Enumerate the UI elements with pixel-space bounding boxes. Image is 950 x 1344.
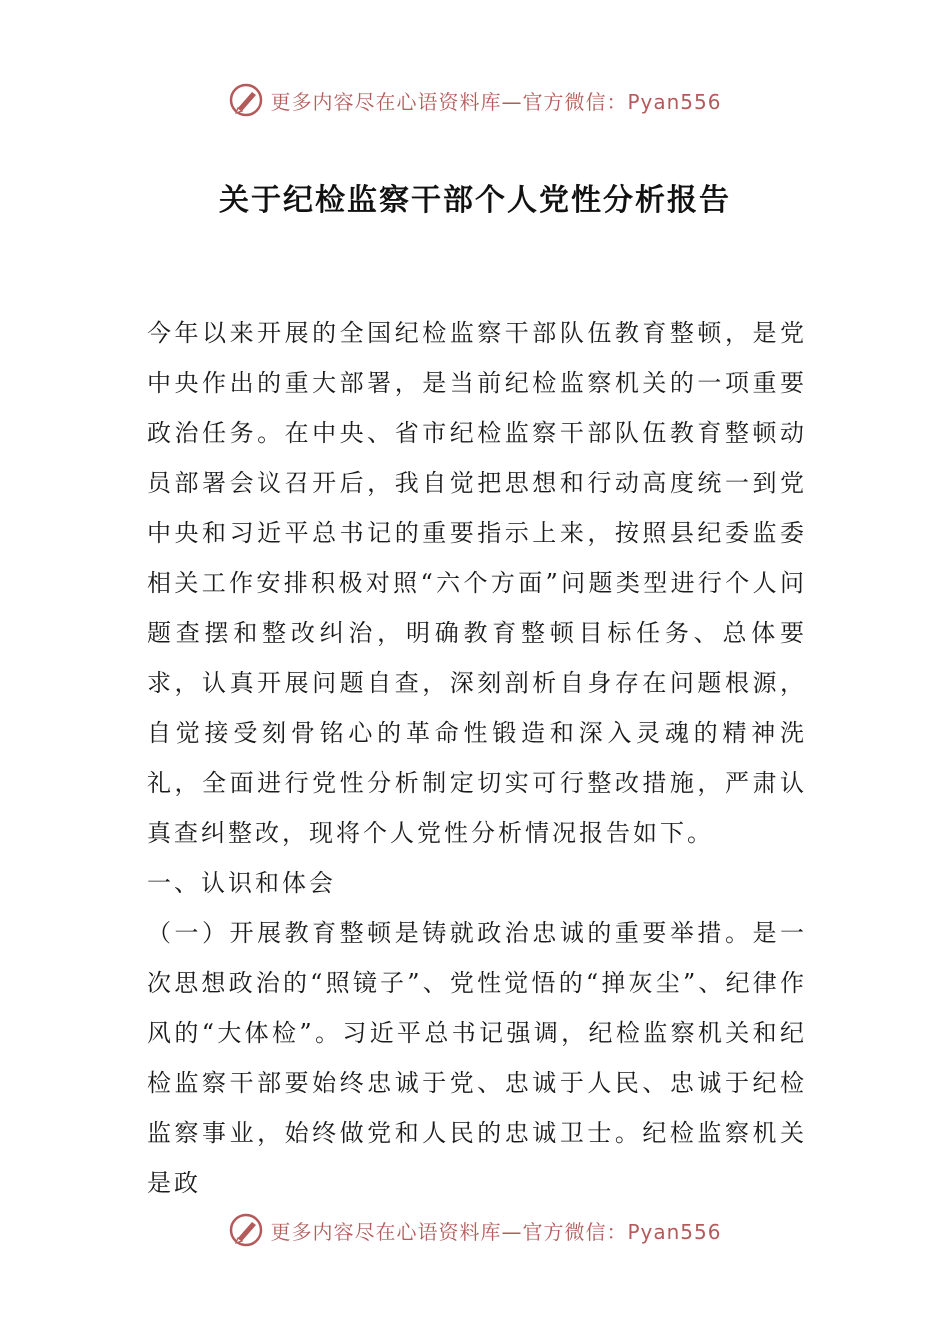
watermark-text: 更多内容尽在心语资料库—官方微信：Pyan556 bbox=[270, 1219, 722, 1244]
section-heading: 一、认识和体会 bbox=[147, 869, 336, 897]
paragraph-intro: 今年以来开展的全国纪检监察干部队伍教育整顿，是党中央作出的重大部署，是当前纪检监察机关的一项重要政治任务。在中央、省市纪检监察干部队伍教育整顿动员部署会议召开后，我自觉把思想和行动高度统一到党中央和习近平总书记的重要指示上来，按照县纪委监委相关工作安排积极对照“六个方面”问题类型进行个人问题查摆和整改纠治，明确教育整顿目标任务、总体要求，认真开展问题自查，深刻剖析自身存在问题根源，自觉接受刻骨铭心的革命性锻造和深入灵魂的精神洗礼，全面进行党性分析制定切实可行整改措施，严肃认真查纠整改，现将个人党性分析情况报告如下。 bbox=[147, 319, 807, 847]
watermark-header bbox=[0, 80, 950, 120]
pen-logo-icon bbox=[228, 1212, 264, 1248]
paragraph-section-1: （一）开展教育整顿是铸就政治忠诚的重要举措。是一次思想政治的“照镜子”、党性觉悟的“掸灰尘”、纪律作风的“大体检”。习近平总书记强调，纪检监察机关和纪检监察干部要始终忠诚于党、忠诚于人民、忠诚于纪检监察事业，始终做党和人民的忠诚卫士。纪检监察机关是政 bbox=[147, 919, 807, 1197]
watermark-text: 更多内容尽在心语资料库—官方微信：Pyan556 bbox=[270, 89, 722, 114]
watermark-footer bbox=[0, 1210, 950, 1250]
document-title: 关于纪检监察干部个人党性分析报告 bbox=[219, 183, 731, 218]
document-body bbox=[147, 308, 807, 1208]
pen-logo-icon bbox=[228, 82, 264, 118]
